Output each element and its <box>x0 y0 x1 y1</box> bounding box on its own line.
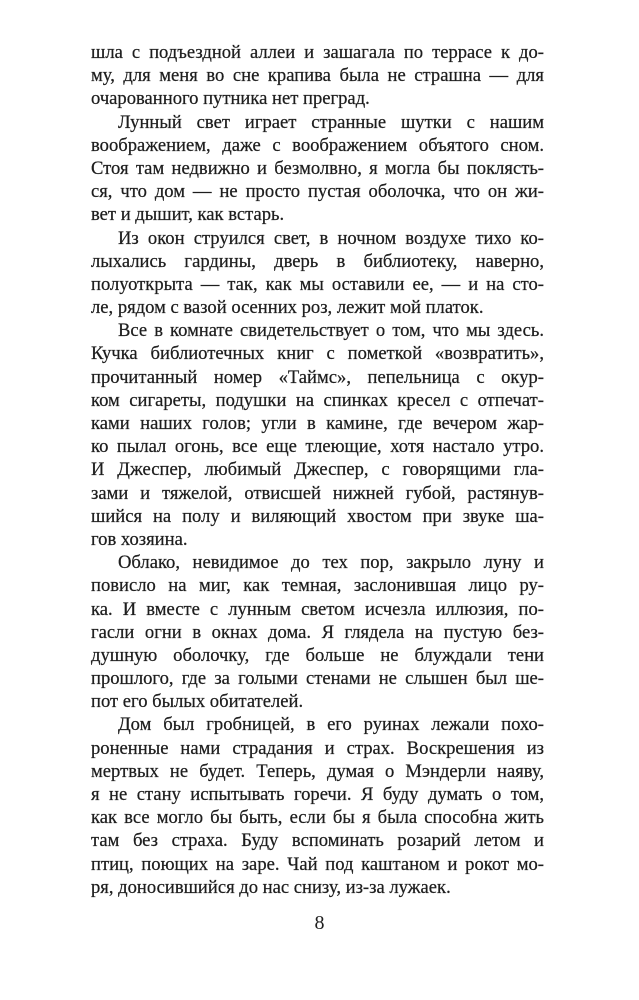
paragraph <box>91 41 544 111</box>
text-line: мертвых не будет. Теперь, думая о Мэндерли наяву, <box>91 760 544 782</box>
text-line: Все в комнате свидетельствует о том, что мы здесь. <box>118 320 544 342</box>
text-line: очарованного путника нет преград. <box>91 88 370 110</box>
text-line: ся, что дом — не просто пустая оболочка, что он жи- <box>91 181 544 203</box>
text-line: прочитанный номер «Таймс», пепельница с окур- <box>91 366 544 388</box>
text-line: полуоткрыта — так, как мы оставили ее, — и на сто- <box>91 273 544 295</box>
text-line: пот его былых обитателей. <box>91 691 304 713</box>
text-line: шийся на полу и виляющий хвостом при звуке ша- <box>91 505 544 527</box>
text-line: Из окон струился свет, в ночном воздухе тихо ко- <box>118 227 544 249</box>
text-line: как все могло бы быть, если бы я была способна жить <box>91 807 544 829</box>
text-line: воображением, даже с воображением объятого сном. <box>91 134 544 156</box>
text-line: ря, доносившийся до нас снизу, из-за лужаек. <box>91 876 451 898</box>
page-body-text <box>91 41 544 899</box>
text-line: прошлого, где за голыми стенами не слышен был ше- <box>91 668 544 690</box>
text-line: я не стану испытывать горечи. Я буду думать о том, <box>91 784 544 805</box>
text-line: зами и тяжелой, отвисшей нижней губой, растянув- <box>91 482 544 504</box>
text-line: му, для меня во сне крапива была не страшна — для <box>91 65 544 87</box>
text-line: душную оболочку, где больше не блуждали тени <box>91 644 544 666</box>
text-line: птиц, поющих на заре. Чай под каштаном и рокот мо- <box>91 853 544 875</box>
text-line: И Джеспер, любимый Джеспер, с говорящими гла- <box>91 459 544 481</box>
text-line: вет и дышит, как встарь. <box>91 204 285 226</box>
text-line: ко пылал огонь, все еще тлеющие, хотя настало утро. <box>91 436 544 458</box>
paragraph <box>91 319 544 551</box>
text-line: Дом был гробницей, в его руинах лежали похо- <box>118 714 544 736</box>
text-line: ками наших голов; угли в камине, где вечером жар- <box>91 413 544 434</box>
text-line: ле, рядом с вазой осенних роз, лежит мой платок. <box>91 297 484 319</box>
text-line: повисло на миг, как темная, заслонившая лицо ру- <box>91 575 544 597</box>
paragraph <box>91 551 544 713</box>
text-line: Облако, невидимое до тех пор, закрыло луну и <box>118 552 544 574</box>
text-line: Кучка библиотечных книг с пометкой «возвратить», <box>91 343 544 365</box>
page-number: 8 <box>314 912 325 934</box>
paragraph <box>91 111 544 227</box>
text-line: ком сигареты, подушки на спинках кресел с отпечат- <box>91 389 544 411</box>
text-line: Стоя там недвижно и безмолвно, я могла бы поклясть- <box>91 157 544 179</box>
text-line: Лунный свет играет странные шутки с нашим <box>118 111 544 133</box>
text-line: там без страха. Буду вспоминать розарий летом и <box>91 830 544 852</box>
paragraph <box>91 713 544 899</box>
text-line: гов хозяина. <box>91 528 188 550</box>
text-line: шла с подъездной аллеи и зашагала по террасе к до- <box>91 42 544 63</box>
text-line: лыхались гардины, дверь в библиотеку, наверно, <box>91 250 544 272</box>
paragraph <box>91 227 544 320</box>
text-line: ка. И вместе с лунным светом исчезла иллюзия, по- <box>91 598 544 620</box>
text-line: роненные нами страдания и страх. Воскрешения из <box>91 737 544 759</box>
text-line: гасли огни в окнах дома. Я глядела на пустую без- <box>91 621 544 643</box>
